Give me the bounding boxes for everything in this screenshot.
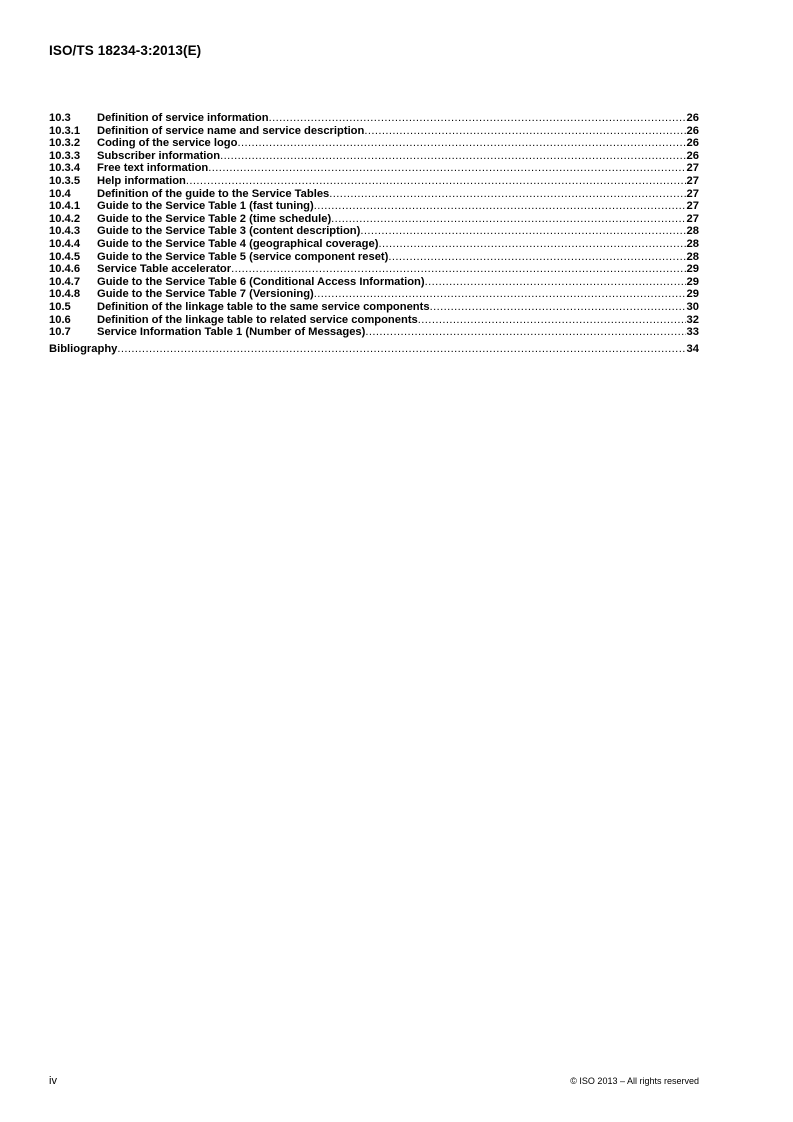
page-number: iv: [49, 1075, 57, 1087]
toc-dot-leader: [314, 200, 686, 213]
toc-entry-title: Free text information: [97, 162, 209, 175]
toc-entry-title: Definition of the linkage table to related service components: [97, 313, 418, 326]
toc-entry-10-4-7[interactable]: [49, 276, 699, 289]
toc-dot-leader: [430, 301, 686, 314]
toc-dot-leader: [220, 150, 685, 163]
toc-entry-10-4[interactable]: [49, 188, 699, 201]
toc-entry-10-3-4[interactable]: [49, 162, 699, 175]
toc-entry-title: Definition of service name and service description: [97, 124, 365, 137]
toc-entry-10-6[interactable]: [49, 314, 699, 327]
toc-dot-leader: [208, 162, 685, 175]
toc-entry-10-5[interactable]: [49, 301, 699, 314]
toc-entry-title: Guide to the Service Table 1 (fast tuning): [97, 200, 314, 213]
toc-entry-number: 10.3.4: [49, 162, 81, 175]
toc-entry-number: 10.4: [49, 187, 71, 200]
toc-entry-title: Definition of service information: [97, 112, 269, 124]
toc-entry-number: 10.4.4: [49, 237, 81, 250]
table-of-contents: [49, 112, 699, 355]
toc-entry-number: 10.3.2: [49, 137, 81, 150]
toc-entry-page: 26: [686, 112, 699, 124]
toc-entry-title: Service Information Table 1 (Number of Messages): [97, 326, 366, 339]
toc-entry-10-7[interactable]: [49, 326, 699, 339]
toc-entry-number: 10.6: [49, 313, 71, 326]
toc-dot-leader: [364, 125, 685, 138]
toc-entry-page: 27: [686, 187, 699, 200]
toc-entry-title: Definition of the linkage table to the same service components: [97, 300, 430, 313]
toc-entry-number: 10.3: [49, 112, 71, 124]
toc-entry-number: 10.7: [49, 326, 71, 339]
toc-dot-leader: [329, 188, 685, 201]
toc-entry-number: 10.4.2: [49, 212, 81, 225]
toc-dot-leader: [117, 343, 685, 356]
toc-entry-page: 29: [686, 288, 699, 301]
toc-entry-number: 10.4.6: [49, 263, 81, 276]
toc-entry-number: 10.3.1: [49, 124, 81, 137]
toc-entry-title: Guide to the Service Table 5 (service component reset): [97, 250, 389, 263]
toc-entry-10-3-2[interactable]: [49, 137, 699, 150]
toc-entry-page: 28: [686, 250, 699, 263]
toc-entry-title: Guide to the Service Table 3 (content description): [97, 225, 361, 238]
toc-entry-number: 10.3.3: [49, 149, 81, 162]
toc-entry-10-3-5[interactable]: [49, 175, 699, 188]
toc-entry-10-4-6[interactable]: [49, 263, 699, 276]
toc-entry-number: 10.5: [49, 300, 71, 313]
toc-dot-leader: [360, 225, 685, 238]
toc-entry-number: 10.4.1: [49, 200, 81, 213]
toc-entry-page: 27: [686, 174, 699, 187]
toc-entry-10-4-4[interactable]: [49, 238, 699, 251]
toc-dot-leader: [425, 276, 686, 289]
toc-entry-number: 10.4.5: [49, 250, 81, 263]
toc-entry-number: 10.4.7: [49, 275, 81, 288]
toc-entry-title: Subscriber information: [97, 149, 221, 162]
toc-dot-leader: [186, 175, 686, 188]
toc-dot-leader: [388, 251, 685, 264]
toc-entry-number: 10.3.5: [49, 174, 81, 187]
toc-entry-title: Definition of the guide to the Service Tables: [97, 187, 330, 200]
toc-dot-leader: [231, 263, 685, 276]
toc-entry-10-4-3[interactable]: [49, 225, 699, 238]
toc-entry-10-3-1[interactable]: [49, 125, 699, 138]
toc-entry-page: 27: [686, 200, 699, 213]
toc-dot-leader: [331, 213, 685, 226]
toc-dot-leader: [237, 137, 685, 150]
toc-entry-page: 32: [686, 313, 699, 326]
toc-entry-page: 30: [686, 300, 699, 313]
toc-entry-page: 27: [686, 212, 699, 225]
toc-entry-10-3-3[interactable]: [49, 150, 699, 163]
toc-entry-title: Guide to the Service Table 2 (time schedule): [97, 212, 332, 225]
toc-entry-10-4-8[interactable]: [49, 288, 699, 301]
toc-entry-title: Guide to the Service Table 4 (geographical coverage): [97, 237, 379, 250]
toc-entry-10-4-2[interactable]: [49, 213, 699, 226]
toc-entry-page: 33: [686, 326, 699, 339]
toc-entry-title: Bibliography: [49, 342, 118, 355]
toc-entry-page: 28: [686, 225, 699, 238]
toc-entry-title: Service Table accelerator: [97, 263, 232, 276]
toc-dot-leader: [314, 288, 686, 301]
toc-entry-bibliography[interactable]: [49, 343, 699, 356]
document-header-id: ISO/TS 18234-3:2013(E): [49, 43, 202, 58]
toc-entry-page: 26: [686, 124, 699, 137]
toc-entry-page: 34: [686, 342, 699, 355]
toc-entry-title: Guide to the Service Table 7 (Versioning): [97, 288, 314, 301]
toc-dot-leader: [269, 112, 686, 125]
toc-entry-10-4-1[interactable]: [49, 200, 699, 213]
toc-entry-page: 26: [686, 137, 699, 150]
toc-entry-10-4-5[interactable]: [49, 251, 699, 264]
toc-entry-title: Help information: [97, 174, 186, 187]
toc-dot-leader: [365, 326, 685, 339]
toc-entry-title: Guide to the Service Table 6 (Conditional Access Information): [97, 275, 425, 288]
toc-entry-number: 10.4.3: [49, 225, 81, 238]
toc-dot-leader: [418, 314, 686, 327]
toc-entry-page: 27: [686, 162, 699, 175]
toc-entry-page: 29: [686, 275, 699, 288]
page-footer: [49, 1075, 699, 1089]
toc-entry-page: 26: [686, 149, 699, 162]
toc-dot-leader: [378, 238, 685, 251]
toc-entry-10-3[interactable]: [49, 112, 699, 125]
toc-entry-number: 10.4.8: [49, 288, 81, 301]
toc-entry-page: 28: [686, 237, 699, 250]
copyright-notice: © ISO 2013 – All rights reserved: [570, 1076, 699, 1086]
toc-entry-page: 29: [686, 263, 699, 276]
toc-entry-title: Coding of the service logo: [97, 137, 238, 150]
